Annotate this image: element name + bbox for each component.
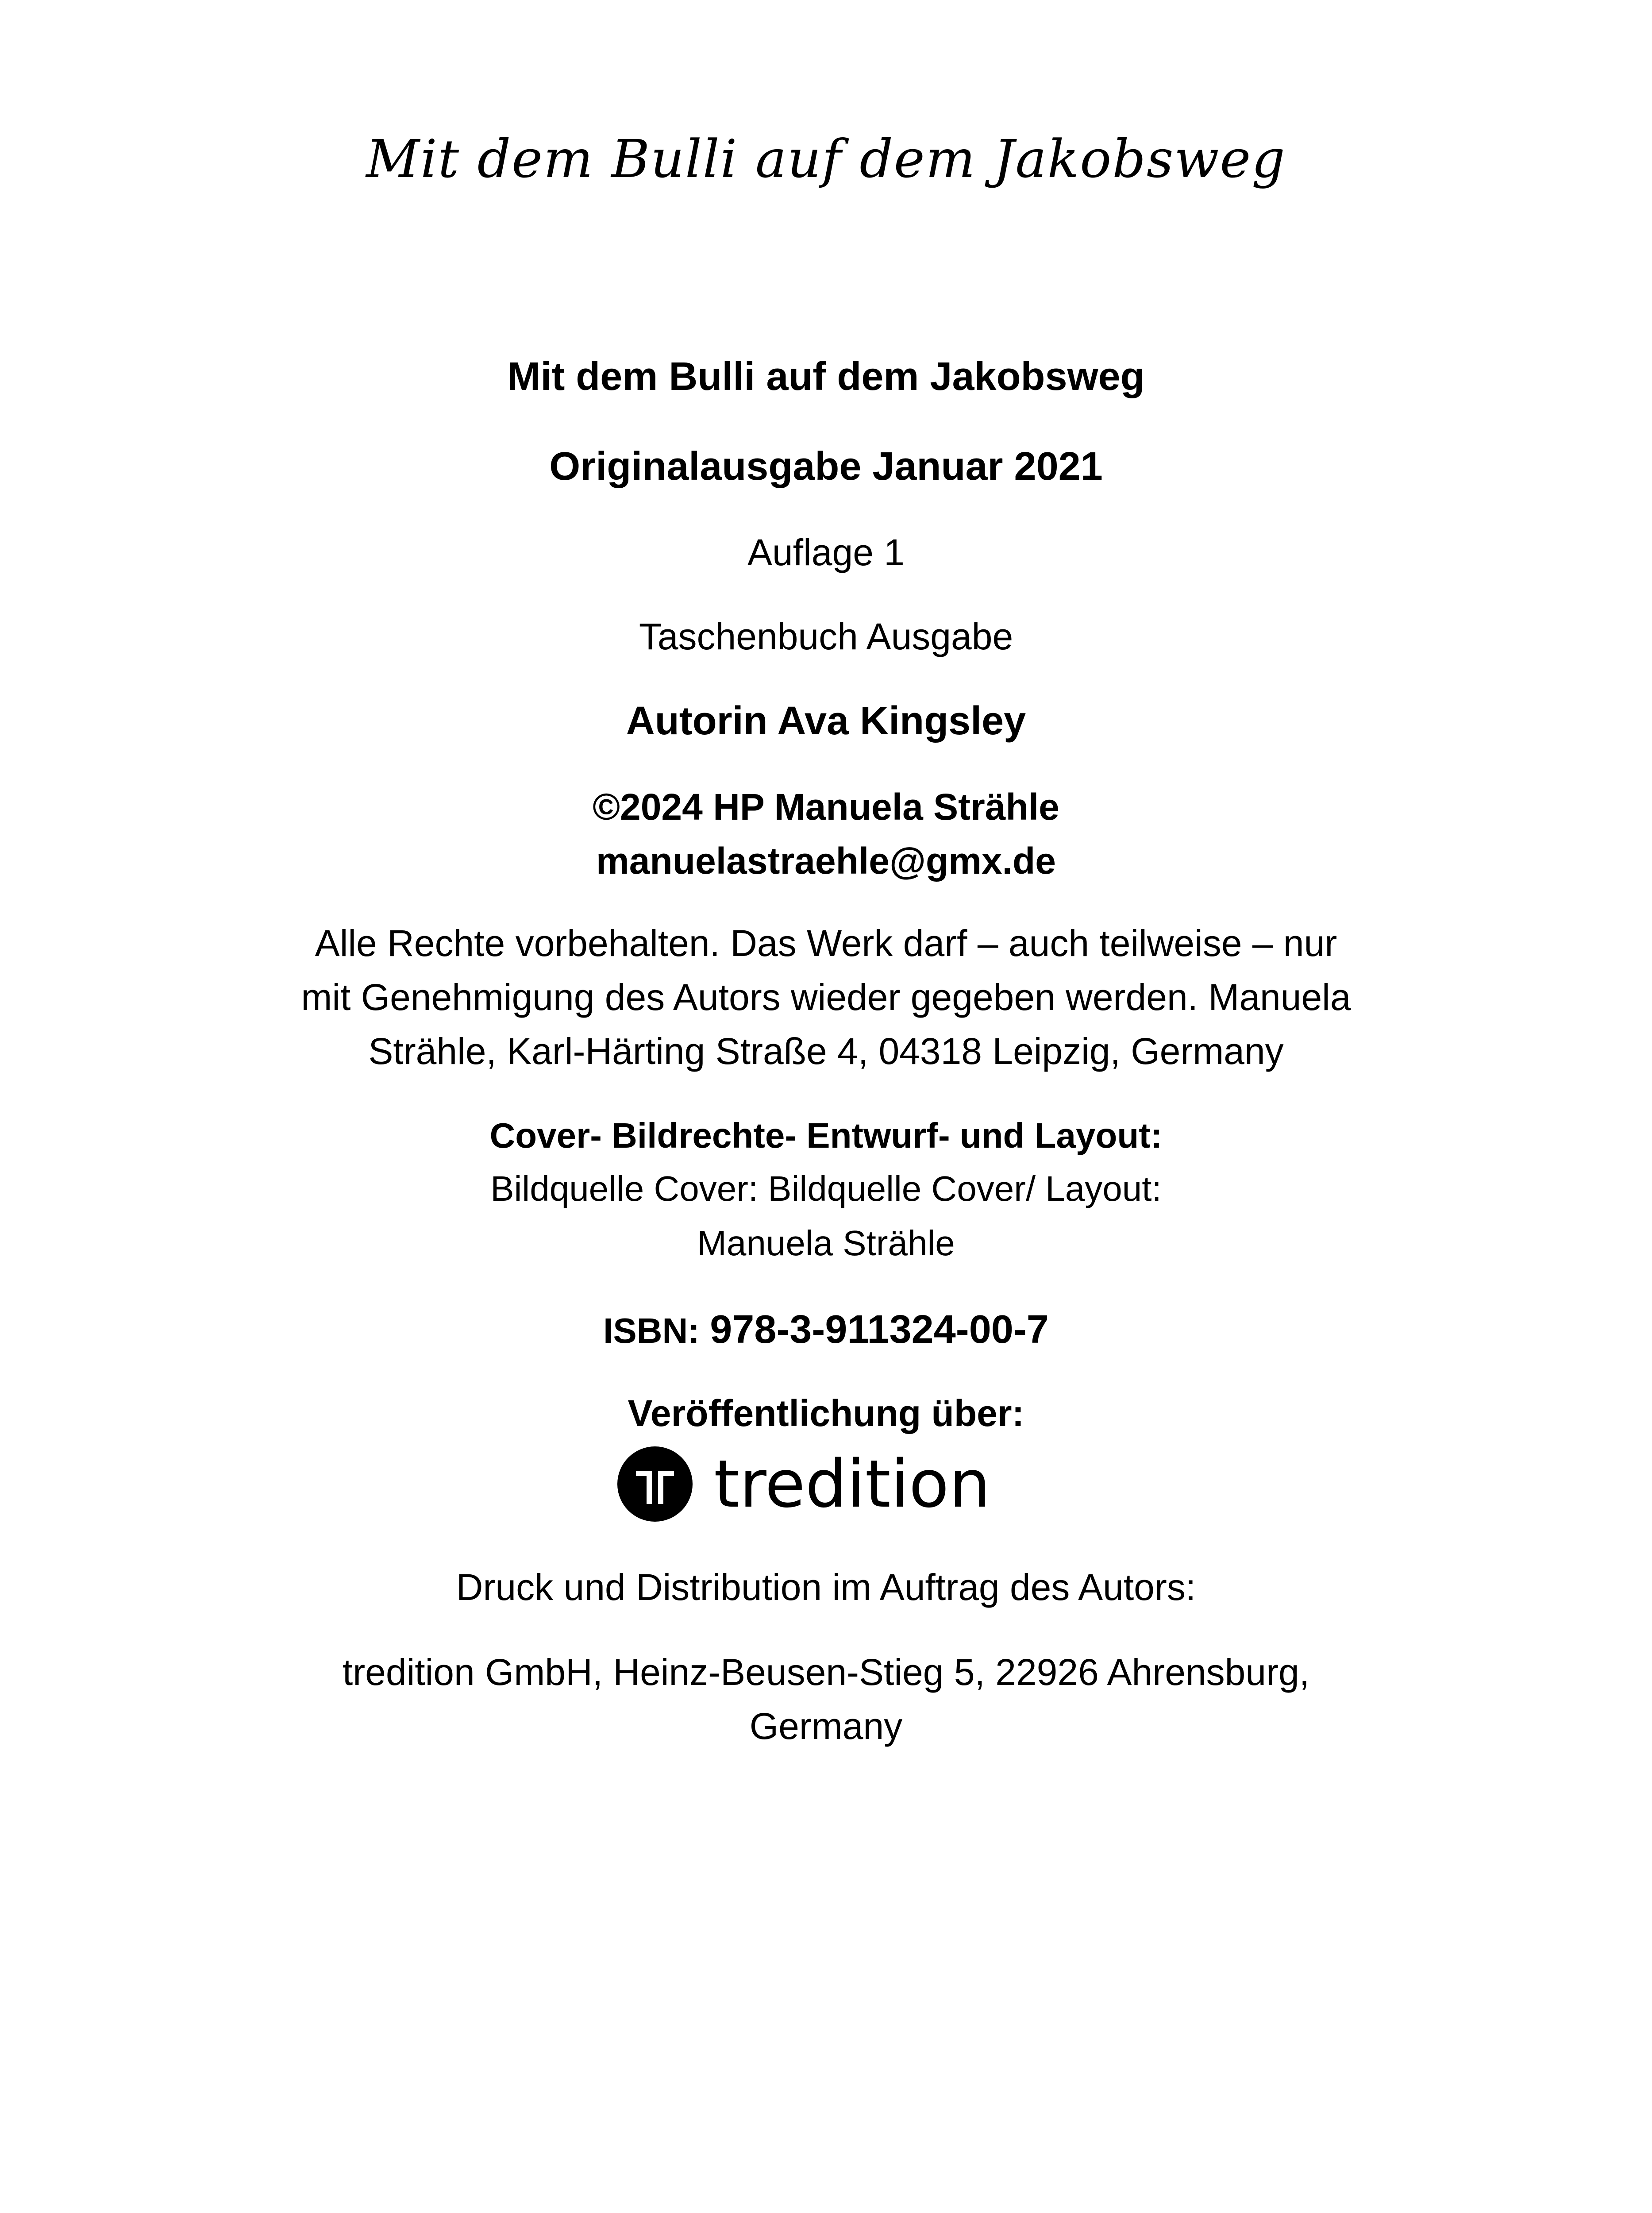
copyright-line: ©2024 HP Manuela Strähle	[593, 786, 1059, 828]
cover-source-line-1: Bildquelle Cover: Bildquelle Cover/ Layout:	[490, 1169, 1162, 1208]
rights-line-1: Alle Rechte vorbehalten. Das Werk darf – auch teilweise – nur	[315, 922, 1337, 964]
publisher-address-line-2: Germany	[749, 1705, 903, 1747]
publisher-address-line-1: tredition GmbH, Heinz-Beusen-Stieg 5, 22926 Ahrensburg,	[342, 1651, 1310, 1693]
rights-line-3: Strähle, Karl-Härting Straße 4, 04318 Leipzig, Germany	[368, 1030, 1284, 1072]
tredition-wordmark: tredition	[714, 1446, 991, 1522]
book-title: Mit dem Bulli auf dem Jakobsweg	[507, 355, 1145, 399]
author-email: manuelastraehle@gmx.de	[596, 840, 1056, 882]
isbn-label: ISBN:	[603, 1311, 700, 1350]
printing-line: Auflage 1	[747, 532, 905, 573]
running-title: Mit dem Bulli auf dem Jakobsweg	[366, 128, 1286, 189]
author-line: Autorin Ava Kingsley	[626, 699, 1026, 743]
tredition-logo-icon	[617, 1446, 693, 1522]
rights-line-2: mit Genehmigung des Autors wieder gegeben werden. Manuela	[301, 976, 1351, 1018]
isbn-value: 978-3-911324-00-7	[710, 1307, 1049, 1352]
cover-rights-heading: Cover- Bildrechte- Entwurf- und Layout:	[489, 1116, 1163, 1155]
distribution-note: Druck und Distribution im Auftrag des Autors:	[456, 1566, 1196, 1608]
published-via-label: Veröffentlichung über:	[628, 1392, 1024, 1434]
tredition-logo	[617, 1442, 990, 1526]
cover-source-line-2: Manuela Strähle	[697, 1223, 955, 1263]
format-line: Taschenbuch Ausgabe	[639, 616, 1013, 657]
isbn-line	[0, 1307, 1652, 1353]
edition-line: Originalausgabe Januar 2021	[549, 444, 1103, 489]
